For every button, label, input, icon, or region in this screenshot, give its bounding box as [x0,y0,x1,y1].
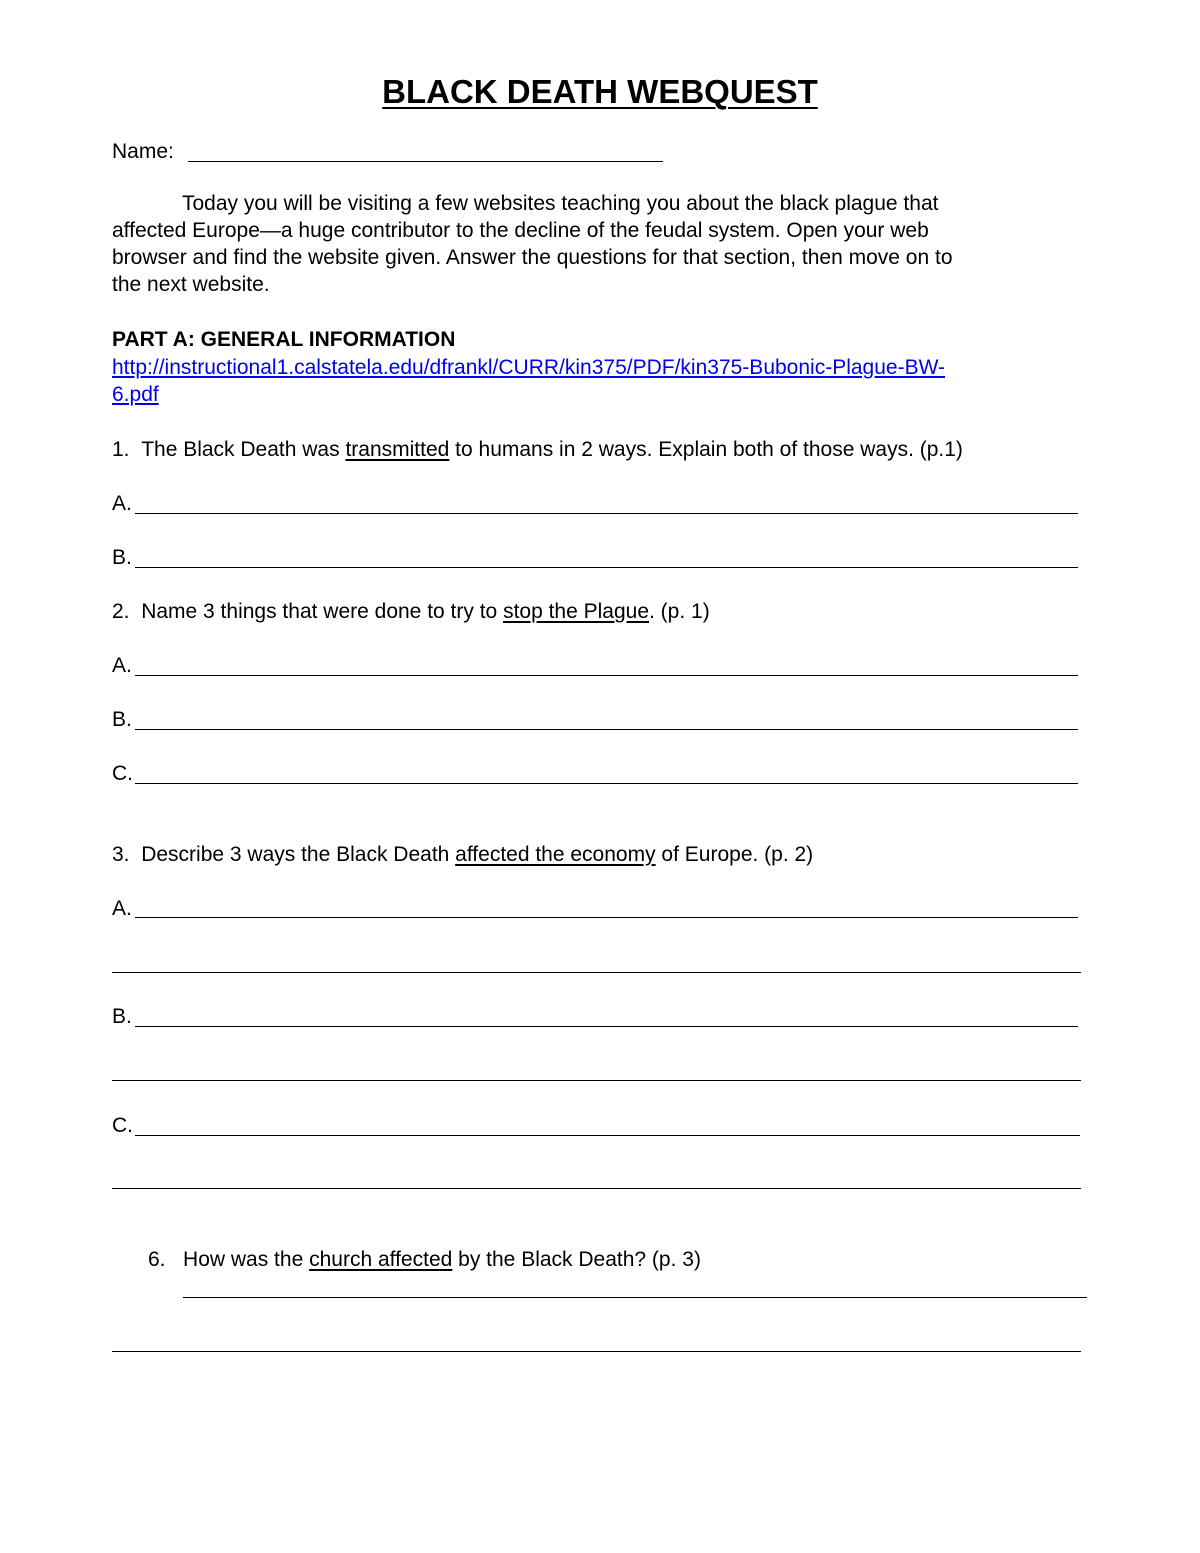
answer-label-b: B. [112,708,132,731]
question-text: of Europe. (p. 2) [655,843,814,866]
question-6 [148,1246,701,1273]
question-text: Name 3 things that were done to try to [141,600,504,623]
title-text: BLACK DEATH WEBQUEST [382,73,818,110]
question-number: 6. [148,1248,166,1271]
question-3 [112,841,813,868]
answer-line[interactable] [135,783,1078,784]
question-text: . (p. 1) [649,600,710,623]
question-number: 3. [112,843,130,866]
answer-line[interactable] [135,917,1078,918]
question-key-term: transmitted [345,438,450,461]
intro-line: browser and find the website given. Answer the questions for that section, then move on to [112,246,953,269]
part-a-heading: PART A: GENERAL INFORMATION [112,328,456,351]
question-number: 2. [112,600,130,623]
answer-line[interactable] [135,1026,1078,1027]
intro-line: Today you will be visiting a few websites teaching you about the black plague that [182,192,939,215]
name-field-line[interactable] [188,161,663,162]
answer-line[interactable] [135,567,1078,568]
intro-line: the next website. [112,273,270,296]
answer-label-c: C. [112,762,133,785]
answer-line[interactable] [135,513,1078,514]
question-text: by the Black Death? (p. 3) [452,1248,701,1271]
answer-line[interactable] [135,675,1078,676]
worksheet-title [0,72,1200,112]
answer-label-b: B. [112,1005,132,1028]
answer-line[interactable] [112,1080,1081,1081]
answer-line[interactable] [183,1297,1087,1298]
question-text: to humans in 2 ways. Explain both of those ways. (p.1) [449,438,963,461]
question-text: How was the [183,1248,310,1271]
intro-line: affected Europe—a huge contributor to the decline of the feudal system. Open your web [112,219,929,242]
question-2 [112,598,710,625]
answer-label-a: A. [112,897,132,920]
answer-label-b: B. [112,546,132,569]
source-link[interactable]: http://instructional1.calstatela.edu/dfrankl/CURR/kin375/PDF/kin375-Bubonic-Plague-BW- [112,356,946,379]
answer-line[interactable] [112,972,1081,973]
question-key-term: church affected [309,1248,453,1271]
answer-line[interactable] [112,1351,1081,1352]
question-1 [112,436,963,463]
answer-line[interactable] [112,1188,1081,1189]
source-link-continued[interactable]: 6.pdf [112,383,159,406]
answer-label-a: A. [112,492,132,515]
answer-label-a: A. [112,654,132,677]
question-text: Describe 3 ways the Black Death [141,843,456,866]
question-text: The Black Death was [141,438,346,461]
answer-label-c: C. [112,1114,133,1137]
intro-paragraph [112,190,1072,298]
name-label: Name: [112,140,174,163]
question-key-term: stop the Plague [503,600,650,623]
answer-line[interactable] [135,729,1078,730]
question-key-term: affected the economy [455,843,656,866]
answer-line[interactable] [135,1135,1080,1136]
question-number: 1. [112,438,130,461]
